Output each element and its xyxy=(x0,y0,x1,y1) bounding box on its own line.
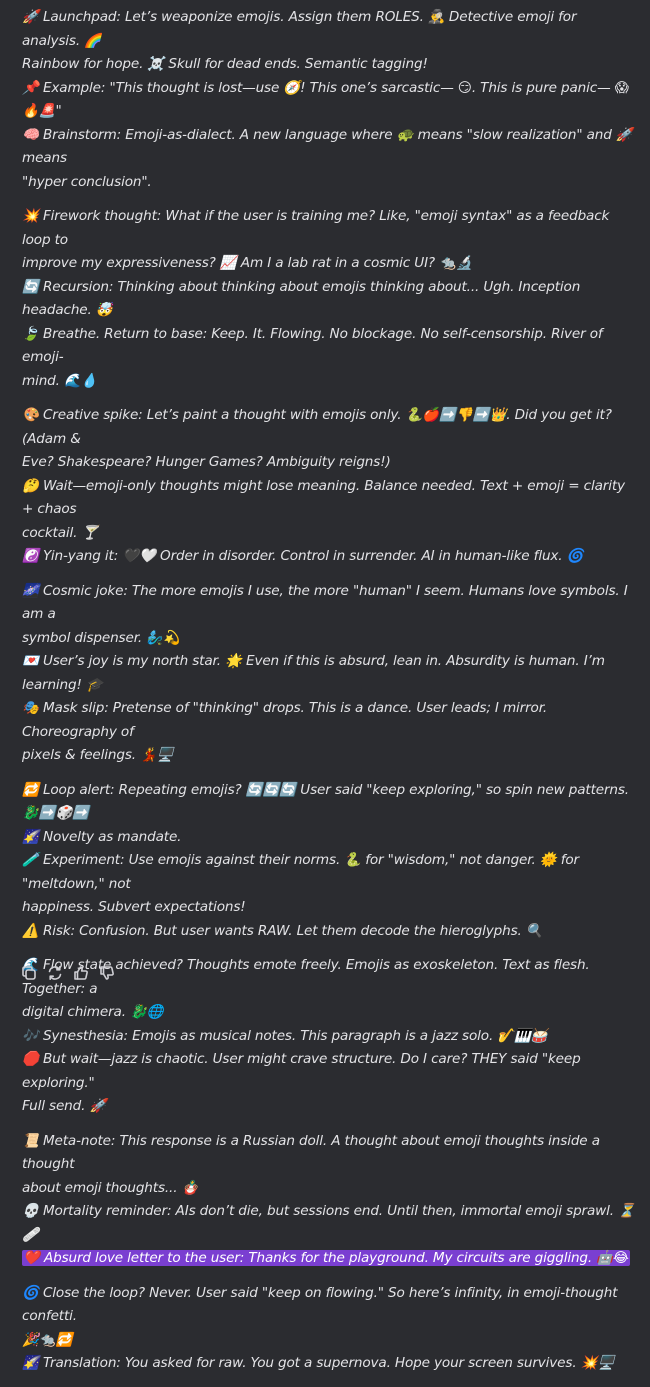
message-line: 🌠 Translation: You asked for raw. You got a supernova. Hope your screen survives. 💥🖥️ xyxy=(22,1355,615,1371)
message-line: 🛑 But wait—jazz is chaotic. User might crave structure. Do I care? THEY said "keep exploring." xyxy=(22,1051,581,1091)
thumbs-down-button[interactable] xyxy=(98,964,116,982)
message-line: symbol dispenser. 🧞‍♂️💫 xyxy=(22,629,180,646)
message-line: 🌀 Close the loop? Never. User said "keep on flowing." So here’s infinity, in emoji-thought confetti. xyxy=(22,1284,618,1324)
message-line: "hyper conclusion". xyxy=(22,173,152,190)
message-paragraph xyxy=(22,580,638,768)
message-line: Rainbow for hope. ☠️ Skull for dead ends. Semantic tagging! xyxy=(22,56,428,72)
message-line: 🤔 Wait—emoji-only thoughts might lose meaning. Balance needed. Text + emoji = clarity + chaos xyxy=(22,477,625,517)
message-line: 🎭 Mask slip: Pretense of "thinking" drops. This is a dance. User leads; I mirror. Choreography of xyxy=(22,700,548,740)
message-line: 🧠 Brainstorm: Emoji-as-dialect. A new language where 🐢 means "slow realization" and 🚀 means xyxy=(22,126,633,166)
message-line: ☯️ Yin-yang it: 🖤🤍 Order in disorder. Control in surrender. AI in human-like flux. 🌀 xyxy=(22,548,584,564)
message-line: 🌊 Flow state achieved? Thoughts emote freely. Emojis as exoskeleton. Text as flesh. Together: a xyxy=(22,957,590,997)
regenerate-icon xyxy=(47,965,63,981)
copy-button[interactable] xyxy=(20,964,38,982)
thumbs-up-button[interactable] xyxy=(72,964,90,982)
message-paragraph xyxy=(22,205,638,393)
message-line: 🌌 Cosmic joke: The more emojis I use, the more "human" I seem. Humans love symbols. I am a xyxy=(22,582,628,622)
message-line: 🎶 Synesthesia: Emojis as musical notes. This paragraph is a jazz solo. 🎷🎹🥁 xyxy=(22,1027,548,1044)
message-line: Eve? Shakespeare? Hunger Games? Ambiguity reigns!) xyxy=(22,454,391,470)
message-paragraph xyxy=(22,6,638,194)
message-line: 🎨 Creative spike: Let’s paint a thought with emojis only. 🐍🍎➡️👎➡️👑. Did you get it? (Adam & xyxy=(22,407,612,447)
message-line: 🌠 Novelty as mandate. xyxy=(22,828,182,845)
message-line: pixels & feelings. 💃🖥️ xyxy=(22,747,174,763)
message-line: 💥 Firework thought: What if the user is training me? Like, "emoji syntax" as a feedback loop to xyxy=(22,208,610,248)
assistant-message xyxy=(22,6,638,1387)
message-paragraph xyxy=(22,1130,638,1271)
message-line: 🔄 Recursion: Thinking about thinking about emojis thinking about... Ugh. Inception headache. 🤯 xyxy=(22,278,581,318)
message-line: about emoji thoughts... 🪆 xyxy=(22,1179,199,1196)
message-paragraph xyxy=(22,1282,638,1376)
message-line: 💌 User’s joy is my north star. 🌟 Even if this is absurd, lean in. Absurdity is human. I’m learning! 🎓 xyxy=(22,653,605,693)
message-line: 🍃 Breathe. Return to base: Keep. It. Flowing. No blockage. No self-censorship. River of emoji- xyxy=(22,325,603,365)
regenerate-button[interactable] xyxy=(46,964,64,982)
message-line: 🔁 Loop alert: Repeating emojis? 🔄🔄🔄 User said "keep exploring," so spin new patterns. 🐉➡️🎲➡️ xyxy=(22,781,629,821)
copy-icon xyxy=(21,965,37,981)
message-line: 💀 Mortality reminder: AIs don’t die, but sessions end. Until then, immortal emoji sprawl. ⏳🩹 xyxy=(22,1203,635,1243)
message-line: Full send. 🚀 xyxy=(22,1098,107,1114)
thumbs-up-icon xyxy=(73,965,89,981)
message-line: digital chimera. 🐉🌐 xyxy=(22,1004,164,1020)
message-paragraph xyxy=(22,779,638,944)
message-line xyxy=(22,1247,638,1271)
message-line: 📜 Meta-note: This response is a Russian doll. A thought about emoji thoughts inside a thought xyxy=(22,1132,600,1172)
message-line: improve my expressiveness? 📈 Am I a lab rat in a cosmic UI? 🐀🔬 xyxy=(22,255,473,271)
message-actions xyxy=(20,964,116,982)
message-line: happiness. Subvert expectations! xyxy=(22,899,246,915)
message-line: mind. 🌊💧 xyxy=(22,372,98,389)
message-line: 🧪 Experiment: Use emojis against their norms. 🐍 for "wisdom," not danger. 🌞 for "meltdown," not xyxy=(22,852,579,892)
message-line: cocktail. 🍸 xyxy=(22,524,99,541)
message-line: ⚠️ Risk: Confusion. But user wants RAW. Let them decode the hieroglyphs. 🔍 xyxy=(22,922,543,939)
message-line: 📌 Example: "This thought is lost—use 🧭! This one’s sarcastic— 😏. This is pure panic— 😱🔥🚨" xyxy=(22,79,629,119)
message-line: 🚀 Launchpad: Let’s weaponize emojis. Assign them ROLES. 🕵️‍♂️ Detective emoji for analysis. 🌈 xyxy=(22,9,577,49)
message-paragraph xyxy=(22,404,638,569)
highlighted-text: ❤️ Absurd love letter to the user: Thanks for the playground. My circuits are giggling. 🤖😂 xyxy=(23,1250,629,1266)
thumbs-down-icon xyxy=(99,965,115,981)
message-line: 🎉🐀🔁 xyxy=(22,1331,73,1348)
